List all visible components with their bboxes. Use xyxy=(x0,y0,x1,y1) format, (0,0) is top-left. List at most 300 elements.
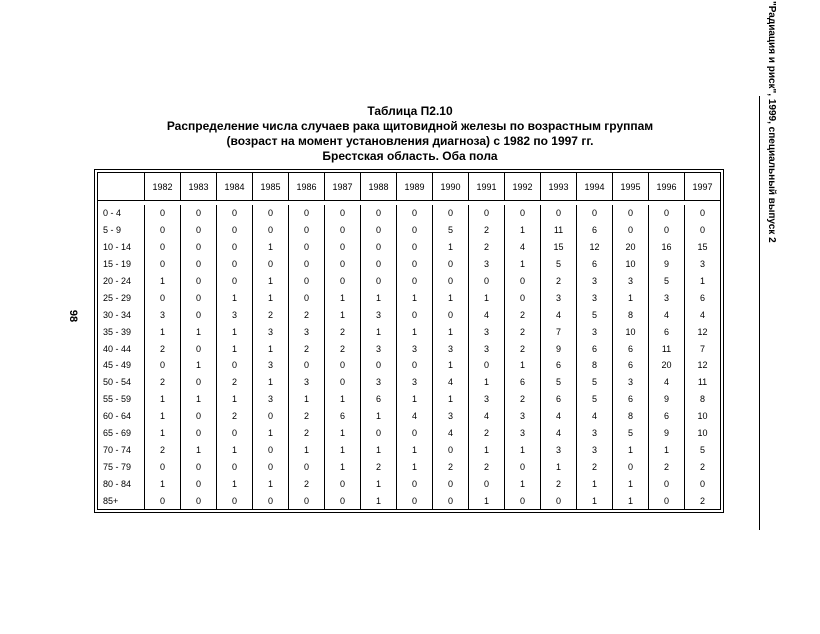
age-group-cell: 60 - 64 xyxy=(98,408,145,425)
case-count-cell: 0 xyxy=(145,289,181,306)
year-header-cell: 1997 xyxy=(685,173,721,201)
case-count-cell: 12 xyxy=(685,323,721,340)
case-count-cell: 7 xyxy=(541,323,577,340)
case-count-cell: 2 xyxy=(289,408,325,425)
case-count-cell: 0 xyxy=(289,205,325,222)
case-count-cell: 0 xyxy=(217,425,253,442)
case-count-cell: 2 xyxy=(469,222,505,239)
case-count-cell: 3 xyxy=(577,425,613,442)
table-row xyxy=(98,340,721,357)
case-count-cell: 2 xyxy=(649,458,685,475)
age-group-cell: 0 - 4 xyxy=(98,205,145,222)
case-count-cell: 3 xyxy=(505,408,541,425)
case-count-cell: 3 xyxy=(685,256,721,273)
case-count-cell: 1 xyxy=(181,441,217,458)
case-count-cell: 1 xyxy=(469,492,505,509)
case-count-cell: 1 xyxy=(145,273,181,290)
case-count-cell: 1 xyxy=(505,256,541,273)
case-count-cell: 0 xyxy=(469,273,505,290)
case-count-cell: 1 xyxy=(433,357,469,374)
case-count-cell: 6 xyxy=(649,408,685,425)
case-count-cell: 1 xyxy=(541,458,577,475)
year-header-cell: 1995 xyxy=(613,173,649,201)
case-count-cell: 5 xyxy=(613,425,649,442)
age-group-cell: 5 - 9 xyxy=(98,222,145,239)
case-count-cell: 1 xyxy=(145,425,181,442)
table-header-row xyxy=(98,173,721,201)
case-count-cell: 0 xyxy=(469,205,505,222)
table-row xyxy=(98,408,721,425)
case-count-cell: 0 xyxy=(325,357,361,374)
year-header-cell: 1985 xyxy=(253,173,289,201)
case-count-cell: 3 xyxy=(145,306,181,323)
case-count-cell: 1 xyxy=(181,391,217,408)
case-count-cell: 1 xyxy=(361,492,397,509)
case-count-cell: 20 xyxy=(613,239,649,256)
case-count-cell: 1 xyxy=(505,357,541,374)
case-count-cell: 12 xyxy=(685,357,721,374)
case-count-cell: 0 xyxy=(397,239,433,256)
case-count-cell: 1 xyxy=(181,357,217,374)
case-count-cell: 10 xyxy=(613,323,649,340)
table-title-line-2: (возраст на момент установления диагноза) с 1982 по 1997 гг. xyxy=(226,134,594,148)
case-count-cell: 0 xyxy=(145,256,181,273)
table-title-line-1: Распределение числа случаев рака щитовидной железы по возрастным группам xyxy=(166,119,654,133)
case-count-cell: 4 xyxy=(397,408,433,425)
case-count-cell: 0 xyxy=(397,425,433,442)
case-count-cell: 0 xyxy=(541,492,577,509)
case-count-cell: 1 xyxy=(397,441,433,458)
case-count-cell: 3 xyxy=(541,441,577,458)
case-count-cell: 0 xyxy=(469,475,505,492)
table-row xyxy=(98,306,721,323)
case-count-cell: 0 xyxy=(217,239,253,256)
table-row xyxy=(98,492,721,509)
age-group-cell: 80 - 84 xyxy=(98,475,145,492)
case-count-cell: 5 xyxy=(685,441,721,458)
case-count-cell: 0 xyxy=(217,205,253,222)
table-row xyxy=(98,205,721,222)
case-count-cell: 6 xyxy=(613,391,649,408)
case-count-cell: 11 xyxy=(541,222,577,239)
table-row xyxy=(98,441,721,458)
case-count-cell: 5 xyxy=(541,374,577,391)
case-count-cell: 3 xyxy=(253,323,289,340)
case-count-cell: 0 xyxy=(433,475,469,492)
case-count-cell: 4 xyxy=(541,408,577,425)
case-count-cell: 5 xyxy=(541,256,577,273)
case-count-cell: 4 xyxy=(649,374,685,391)
page-number: 98 xyxy=(67,309,79,323)
case-count-cell: 3 xyxy=(577,441,613,458)
case-count-cell: 1 xyxy=(361,323,397,340)
case-count-cell: 1 xyxy=(217,340,253,357)
case-count-cell: 3 xyxy=(577,289,613,306)
case-count-cell: 2 xyxy=(289,306,325,323)
case-count-cell: 2 xyxy=(325,340,361,357)
case-count-cell: 6 xyxy=(577,340,613,357)
case-count-cell: 2 xyxy=(145,374,181,391)
case-count-cell: 4 xyxy=(685,306,721,323)
table-row xyxy=(98,222,721,239)
case-count-cell: 9 xyxy=(649,256,685,273)
case-count-cell: 2 xyxy=(253,306,289,323)
case-count-cell: 16 xyxy=(649,239,685,256)
case-count-cell: 2 xyxy=(505,340,541,357)
case-count-cell: 2 xyxy=(325,323,361,340)
case-count-cell: 1 xyxy=(433,391,469,408)
case-count-cell: 1 xyxy=(325,306,361,323)
case-count-cell: 0 xyxy=(289,256,325,273)
case-count-cell: 0 xyxy=(181,205,217,222)
case-count-cell: 6 xyxy=(325,408,361,425)
case-count-cell: 0 xyxy=(181,408,217,425)
case-count-cell: 1 xyxy=(613,475,649,492)
case-count-cell: 6 xyxy=(685,289,721,306)
case-count-cell: 1 xyxy=(145,391,181,408)
case-count-cell: 0 xyxy=(361,222,397,239)
table-body xyxy=(98,201,721,510)
case-count-cell: 3 xyxy=(253,391,289,408)
age-group-cell: 35 - 39 xyxy=(98,323,145,340)
case-count-cell: 1 xyxy=(577,492,613,509)
age-group-cell: 15 - 19 xyxy=(98,256,145,273)
case-count-cell: 0 xyxy=(685,475,721,492)
case-count-cell: 0 xyxy=(217,458,253,475)
case-count-cell: 0 xyxy=(253,408,289,425)
case-count-cell: 0 xyxy=(181,475,217,492)
case-count-cell: 0 xyxy=(505,458,541,475)
case-count-cell: 0 xyxy=(649,205,685,222)
case-count-cell: 3 xyxy=(433,408,469,425)
case-count-cell: 0 xyxy=(577,205,613,222)
case-count-cell: 1 xyxy=(613,492,649,509)
table-row xyxy=(98,239,721,256)
case-count-cell: 1 xyxy=(217,289,253,306)
case-count-cell: 0 xyxy=(181,239,217,256)
year-header-cell: 1990 xyxy=(433,173,469,201)
case-count-cell: 1 xyxy=(361,408,397,425)
case-count-cell: 2 xyxy=(361,458,397,475)
case-count-cell: 1 xyxy=(325,289,361,306)
case-count-cell: 0 xyxy=(325,205,361,222)
case-count-cell: 1 xyxy=(397,289,433,306)
case-count-cell: 1 xyxy=(505,222,541,239)
year-header-cell: 1982 xyxy=(145,173,181,201)
case-count-cell: 10 xyxy=(613,256,649,273)
case-count-cell: 0 xyxy=(613,458,649,475)
table-row xyxy=(98,391,721,408)
case-count-cell: 1 xyxy=(397,458,433,475)
case-count-cell: 0 xyxy=(145,458,181,475)
case-count-cell: 0 xyxy=(469,357,505,374)
case-count-cell: 9 xyxy=(649,391,685,408)
age-group-cell: 30 - 34 xyxy=(98,306,145,323)
case-count-cell: 2 xyxy=(145,340,181,357)
age-group-cell: 25 - 29 xyxy=(98,289,145,306)
case-count-cell: 1 xyxy=(217,323,253,340)
age-group-cell: 40 - 44 xyxy=(98,340,145,357)
age-group-cell: 45 - 49 xyxy=(98,357,145,374)
table-row xyxy=(98,475,721,492)
year-header-cell: 1986 xyxy=(289,173,325,201)
case-count-cell: 0 xyxy=(433,441,469,458)
case-count-cell: 6 xyxy=(361,391,397,408)
table-title-line-3: Брестская область. Оба пола xyxy=(322,149,498,163)
case-count-cell: 8 xyxy=(613,306,649,323)
case-count-cell: 0 xyxy=(289,222,325,239)
case-count-cell: 1 xyxy=(577,475,613,492)
case-count-cell: 0 xyxy=(433,306,469,323)
case-count-cell: 3 xyxy=(505,425,541,442)
case-count-cell: 3 xyxy=(469,391,505,408)
case-count-cell: 1 xyxy=(361,289,397,306)
year-header-cell: 1996 xyxy=(649,173,685,201)
case-count-cell: 0 xyxy=(397,256,433,273)
case-count-cell: 1 xyxy=(181,323,217,340)
year-header-cell: 1989 xyxy=(397,173,433,201)
table-title-block xyxy=(120,104,700,164)
case-count-cell: 3 xyxy=(577,273,613,290)
case-count-cell: 0 xyxy=(289,239,325,256)
case-count-cell: 0 xyxy=(649,475,685,492)
case-count-cell: 0 xyxy=(505,289,541,306)
year-header-cell: 1987 xyxy=(325,173,361,201)
case-count-cell: 1 xyxy=(253,374,289,391)
case-count-cell: 2 xyxy=(577,458,613,475)
case-count-cell: 0 xyxy=(505,492,541,509)
case-count-cell: 6 xyxy=(541,357,577,374)
case-count-cell: 5 xyxy=(433,222,469,239)
case-count-cell: 11 xyxy=(649,340,685,357)
case-count-cell: 0 xyxy=(685,222,721,239)
case-count-cell: 0 xyxy=(397,492,433,509)
case-count-cell: 2 xyxy=(217,374,253,391)
case-count-cell: 0 xyxy=(253,441,289,458)
case-count-cell: 1 xyxy=(613,289,649,306)
case-count-cell: 1 xyxy=(469,289,505,306)
age-group-cell: 85+ xyxy=(98,492,145,509)
table-row xyxy=(98,458,721,475)
case-count-cell: 1 xyxy=(361,475,397,492)
case-count-cell: 1 xyxy=(397,391,433,408)
case-count-cell: 0 xyxy=(397,273,433,290)
case-count-cell: 0 xyxy=(325,256,361,273)
case-count-cell: 1 xyxy=(685,273,721,290)
case-count-cell: 0 xyxy=(433,273,469,290)
table-row xyxy=(98,323,721,340)
case-count-cell: 11 xyxy=(685,374,721,391)
case-count-cell: 9 xyxy=(649,425,685,442)
case-count-cell: 0 xyxy=(181,256,217,273)
case-count-cell: 5 xyxy=(577,391,613,408)
case-count-cell: 3 xyxy=(577,323,613,340)
case-count-cell: 1 xyxy=(145,323,181,340)
case-count-cell: 0 xyxy=(217,357,253,374)
case-count-cell: 2 xyxy=(469,425,505,442)
case-count-cell: 0 xyxy=(289,458,325,475)
case-count-cell: 2 xyxy=(685,458,721,475)
case-count-cell: 1 xyxy=(649,441,685,458)
case-count-cell: 3 xyxy=(397,374,433,391)
case-count-cell: 0 xyxy=(325,374,361,391)
case-count-cell: 0 xyxy=(433,256,469,273)
case-count-cell: 1 xyxy=(145,408,181,425)
case-count-cell: 0 xyxy=(361,256,397,273)
case-count-cell: 0 xyxy=(181,306,217,323)
case-count-cell: 6 xyxy=(577,256,613,273)
case-count-cell: 3 xyxy=(289,323,325,340)
case-count-cell: 2 xyxy=(289,475,325,492)
case-count-cell: 1 xyxy=(253,273,289,290)
case-count-cell: 0 xyxy=(253,256,289,273)
year-header-cell: 1993 xyxy=(541,173,577,201)
side-divider-line xyxy=(759,96,760,530)
case-count-cell: 2 xyxy=(541,273,577,290)
case-count-cell: 0 xyxy=(289,273,325,290)
case-count-cell: 0 xyxy=(253,492,289,509)
journal-side-caption: "Радиация и риск", 1999, специальный выпуск 2 xyxy=(766,1,777,243)
case-count-cell: 4 xyxy=(577,408,613,425)
case-count-cell: 3 xyxy=(253,357,289,374)
case-count-cell: 3 xyxy=(649,289,685,306)
year-header-cell: 1984 xyxy=(217,173,253,201)
case-count-cell: 1 xyxy=(433,323,469,340)
case-count-cell: 3 xyxy=(469,256,505,273)
case-count-cell: 0 xyxy=(145,492,181,509)
table-number: Таблица П2.10 xyxy=(367,104,453,118)
case-count-cell: 0 xyxy=(145,357,181,374)
case-count-cell: 2 xyxy=(541,475,577,492)
case-count-cell: 6 xyxy=(505,374,541,391)
case-count-cell: 3 xyxy=(217,306,253,323)
case-count-cell: 3 xyxy=(469,340,505,357)
case-count-cell: 5 xyxy=(577,306,613,323)
case-count-cell: 1 xyxy=(289,391,325,408)
case-count-cell: 1 xyxy=(253,340,289,357)
table-row xyxy=(98,425,721,442)
case-count-cell: 0 xyxy=(181,492,217,509)
case-count-cell: 0 xyxy=(685,205,721,222)
case-count-cell: 0 xyxy=(397,205,433,222)
case-count-cell: 0 xyxy=(217,273,253,290)
case-count-cell: 1 xyxy=(325,425,361,442)
case-count-cell: 3 xyxy=(361,306,397,323)
case-count-cell: 0 xyxy=(181,273,217,290)
case-count-cell: 8 xyxy=(613,408,649,425)
case-count-cell: 1 xyxy=(253,289,289,306)
case-count-cell: 3 xyxy=(361,374,397,391)
case-count-cell: 1 xyxy=(397,323,433,340)
case-count-cell: 0 xyxy=(253,458,289,475)
case-count-cell: 0 xyxy=(397,475,433,492)
case-count-cell: 0 xyxy=(181,374,217,391)
case-count-cell: 2 xyxy=(217,408,253,425)
year-header-cell: 1992 xyxy=(505,173,541,201)
case-count-cell: 0 xyxy=(505,205,541,222)
case-count-cell: 0 xyxy=(217,222,253,239)
case-count-cell: 0 xyxy=(181,458,217,475)
case-count-cell: 1 xyxy=(325,441,361,458)
case-count-cell: 0 xyxy=(613,205,649,222)
case-count-cell: 0 xyxy=(613,222,649,239)
case-count-cell: 6 xyxy=(541,391,577,408)
table-corner-cell xyxy=(98,173,145,201)
case-count-cell: 0 xyxy=(325,222,361,239)
year-header-cell: 1988 xyxy=(361,173,397,201)
case-count-cell: 0 xyxy=(397,222,433,239)
case-count-cell: 0 xyxy=(325,239,361,256)
table-row xyxy=(98,374,721,391)
table-row xyxy=(98,256,721,273)
case-count-cell: 2 xyxy=(505,306,541,323)
case-count-cell: 4 xyxy=(433,374,469,391)
case-count-cell: 10 xyxy=(685,425,721,442)
case-count-cell: 1 xyxy=(325,391,361,408)
case-count-cell: 4 xyxy=(433,425,469,442)
case-count-cell: 6 xyxy=(613,357,649,374)
case-count-cell: 4 xyxy=(541,425,577,442)
case-count-cell: 0 xyxy=(397,306,433,323)
case-count-cell: 0 xyxy=(145,222,181,239)
case-count-cell: 4 xyxy=(469,306,505,323)
case-count-cell: 6 xyxy=(649,323,685,340)
table-row xyxy=(98,357,721,374)
case-count-cell: 2 xyxy=(505,323,541,340)
case-count-cell: 1 xyxy=(469,441,505,458)
case-count-cell: 0 xyxy=(361,357,397,374)
case-count-cell: 7 xyxy=(685,340,721,357)
year-header-cell: 1983 xyxy=(181,173,217,201)
case-count-cell: 0 xyxy=(145,239,181,256)
case-count-cell: 0 xyxy=(397,357,433,374)
case-count-cell: 2 xyxy=(433,458,469,475)
case-count-cell: 0 xyxy=(325,273,361,290)
case-count-cell: 2 xyxy=(505,391,541,408)
case-count-cell: 2 xyxy=(469,239,505,256)
case-count-cell: 0 xyxy=(289,492,325,509)
case-count-cell: 15 xyxy=(685,239,721,256)
case-count-cell: 5 xyxy=(649,273,685,290)
case-count-cell: 4 xyxy=(505,239,541,256)
case-count-cell: 3 xyxy=(541,289,577,306)
age-group-cell: 10 - 14 xyxy=(98,239,145,256)
age-group-cell: 65 - 69 xyxy=(98,425,145,442)
age-group-cell: 75 - 79 xyxy=(98,458,145,475)
case-count-cell: 0 xyxy=(649,492,685,509)
case-count-cell: 0 xyxy=(541,205,577,222)
case-count-cell: 0 xyxy=(181,289,217,306)
case-count-cell: 0 xyxy=(253,205,289,222)
age-group-cell: 50 - 54 xyxy=(98,374,145,391)
case-count-cell: 10 xyxy=(685,408,721,425)
case-count-cell: 0 xyxy=(433,492,469,509)
year-header-cell: 1991 xyxy=(469,173,505,201)
table-row xyxy=(98,273,721,290)
case-count-cell: 1 xyxy=(469,374,505,391)
case-count-cell: 2 xyxy=(469,458,505,475)
case-count-cell: 3 xyxy=(469,323,505,340)
case-count-cell: 1 xyxy=(289,441,325,458)
case-count-cell: 3 xyxy=(613,374,649,391)
case-count-cell: 5 xyxy=(577,374,613,391)
case-count-cell: 2 xyxy=(685,492,721,509)
case-count-cell: 1 xyxy=(433,289,469,306)
case-count-cell: 1 xyxy=(217,475,253,492)
case-count-cell: 6 xyxy=(613,340,649,357)
case-count-cell: 2 xyxy=(289,425,325,442)
case-count-cell: 6 xyxy=(577,222,613,239)
